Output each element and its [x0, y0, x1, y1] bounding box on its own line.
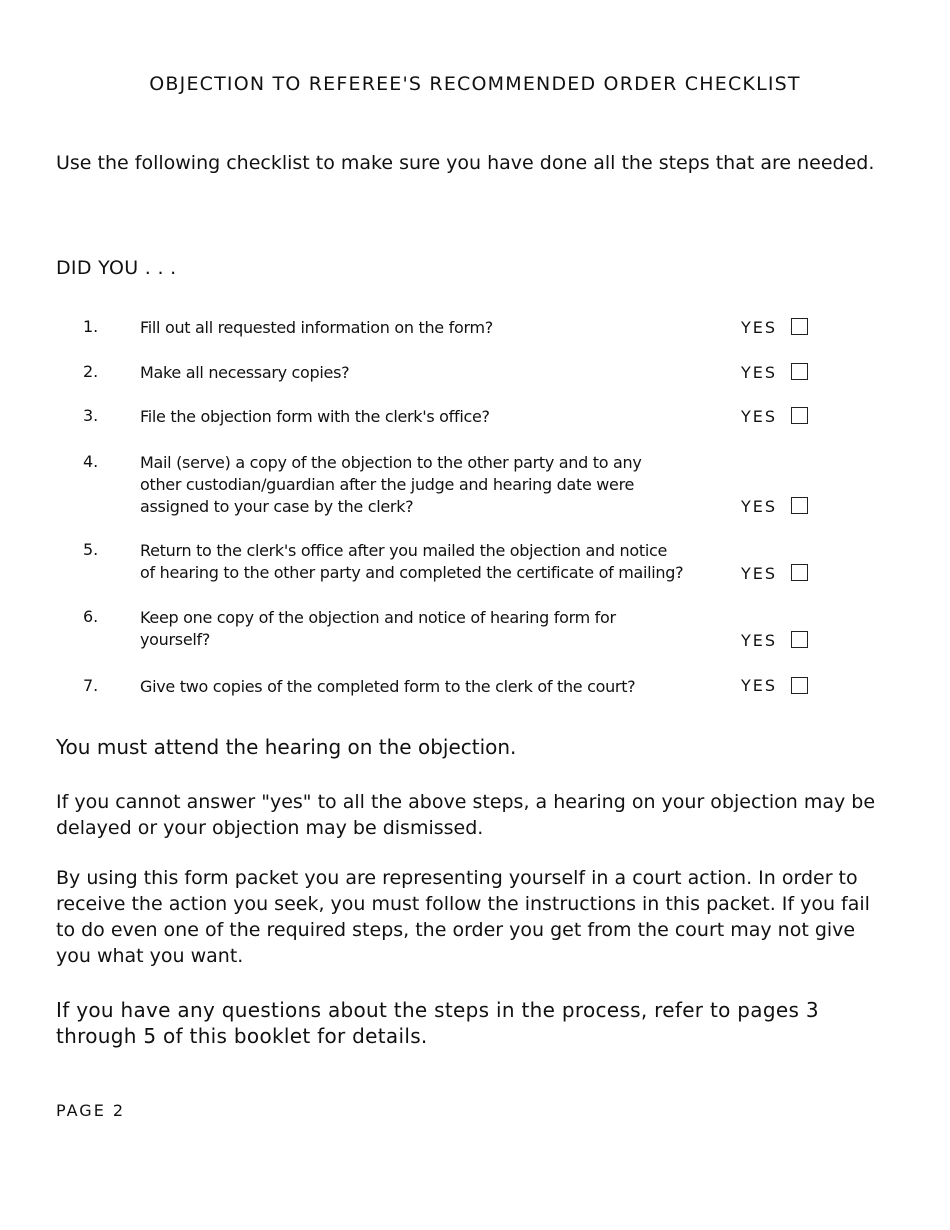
did-you-heading: DID YOU . . .	[56, 257, 177, 279]
paragraph-line: you what you want.	[56, 945, 244, 967]
item-text-line: Return to the clerk's office after you mailed the objection and notice	[140, 541, 668, 560]
yes-label: YES	[741, 564, 778, 583]
item-text-line: of hearing to the other party and completed the certificate of mailing?	[140, 563, 684, 582]
yes-checkbox[interactable]	[791, 497, 808, 514]
item-text	[140, 540, 720, 584]
cannot-answer-paragraph	[56, 789, 896, 841]
item-number: 2.	[83, 362, 99, 381]
item-text	[140, 607, 720, 651]
representing-paragraph	[56, 865, 896, 969]
yes-label: YES	[741, 497, 778, 516]
paragraph-line: to do even one of the required steps, the order you get from the court may not give	[56, 919, 856, 941]
attend-notice: You must attend the hearing on the objection.	[56, 735, 517, 759]
item-number: 4.	[83, 452, 99, 471]
yes-checkbox[interactable]	[791, 363, 808, 380]
paragraph-line: By using this form packet you are representing yourself in a court action. In order to	[56, 867, 858, 889]
item-text	[140, 452, 720, 518]
yes-label: YES	[741, 407, 778, 426]
item-number: 1.	[83, 317, 99, 336]
item-text-line: File the objection form with the clerk's office?	[140, 407, 490, 426]
item-text-line: Make all necessary copies?	[140, 363, 350, 382]
item-text-line: assigned to your case by the clerk?	[140, 497, 414, 516]
yes-label: YES	[741, 318, 778, 337]
yes-checkbox[interactable]	[791, 631, 808, 648]
item-text	[140, 317, 720, 339]
item-number: 5.	[83, 540, 99, 559]
page-number: PAGE 2	[56, 1101, 126, 1120]
paragraph-line: delayed or your objection may be dismissed.	[56, 817, 484, 839]
yes-label: YES	[741, 363, 778, 382]
page-title: OBJECTION TO REFEREE'S RECOMMENDED ORDER CHECKLIST	[149, 73, 801, 95]
paragraph-line: If you cannot answer "yes" to all the above steps, a hearing on your objection may be	[56, 791, 876, 813]
paragraph-line: If you have any questions about the steps in the process, refer to pages 3	[56, 998, 819, 1022]
item-text-line: Give two copies of the completed form to the clerk of the court?	[140, 677, 636, 696]
yes-checkbox[interactable]	[791, 318, 808, 335]
item-text-line: Mail (serve) a copy of the objection to the other party and to any	[140, 453, 642, 472]
yes-checkbox[interactable]	[791, 407, 808, 424]
paragraph-line: through 5 of this booklet for details.	[56, 1024, 428, 1048]
item-text-line: Fill out all requested information on the form?	[140, 318, 493, 337]
item-text-line: yourself?	[140, 630, 211, 649]
item-number: 3.	[83, 406, 99, 425]
yes-label: YES	[741, 676, 778, 695]
item-text-line: other custodian/guardian after the judge and hearing date were	[140, 475, 635, 494]
yes-checkbox[interactable]	[791, 677, 808, 694]
paragraph-line: receive the action you seek, you must follow the instructions in this packet. If you fail	[56, 893, 870, 915]
item-number: 6.	[83, 607, 99, 626]
yes-label: YES	[741, 631, 778, 650]
item-text	[140, 362, 720, 384]
questions-paragraph	[56, 997, 896, 1049]
item-text	[140, 676, 720, 698]
intro-text: Use the following checklist to make sure you have done all the steps that are needed.	[56, 152, 875, 174]
item-number: 7.	[83, 676, 99, 695]
item-text	[140, 406, 720, 428]
item-text-line: Keep one copy of the objection and notice of hearing form for	[140, 608, 616, 627]
yes-checkbox[interactable]	[791, 564, 808, 581]
